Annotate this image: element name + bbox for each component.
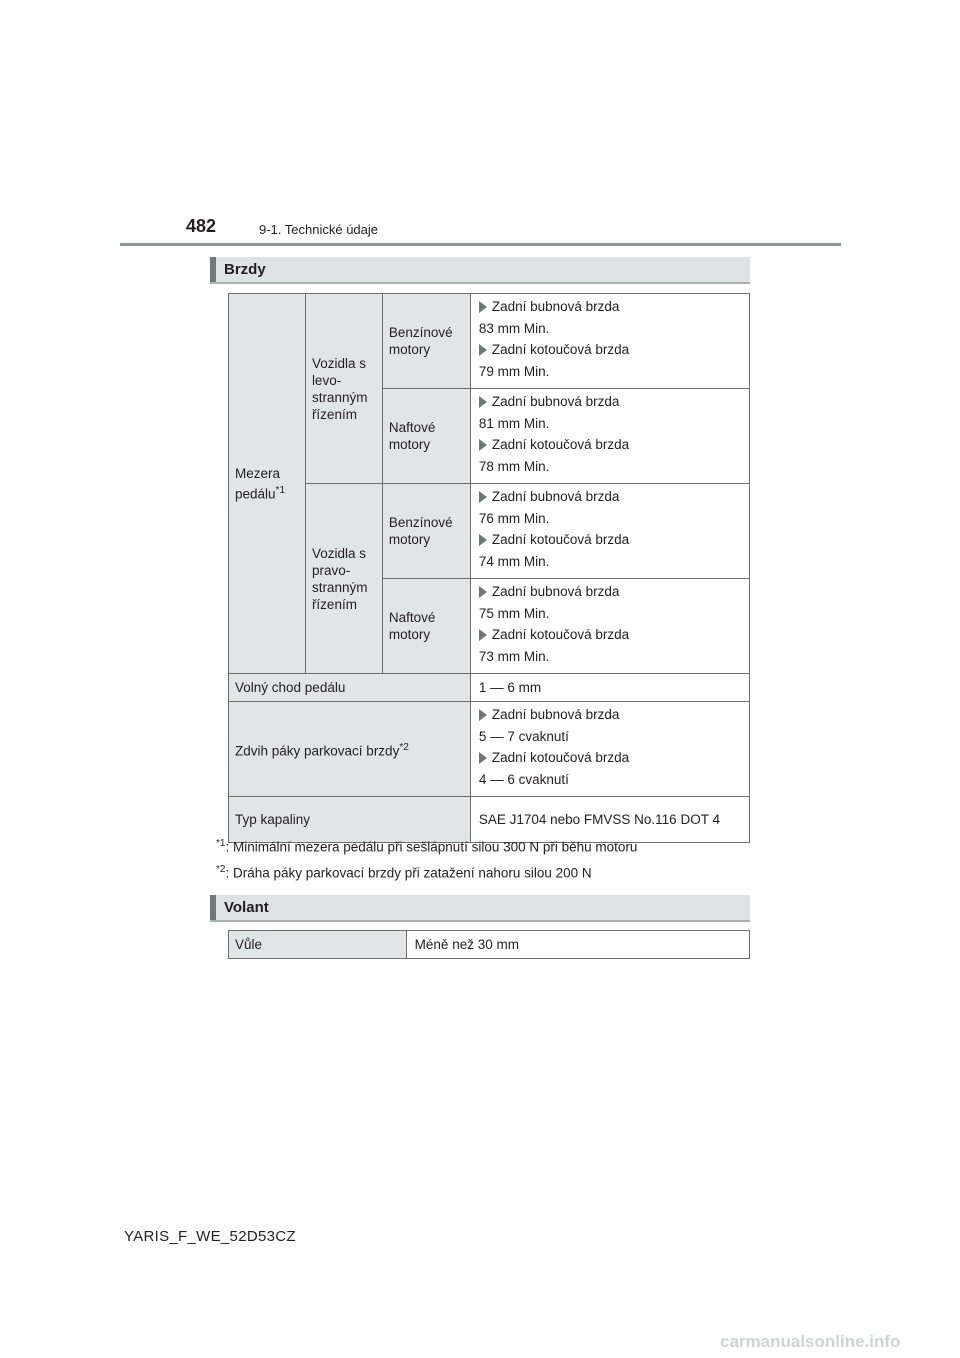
- drum-label: Zadní bubnová brzda: [491, 489, 620, 504]
- disc-label: Zadní kotoučová brzda: [491, 750, 630, 765]
- steering-play-label: Vůle: [229, 931, 407, 959]
- footnote-1: [216, 838, 637, 855]
- free-play-value: 1 — 6 mm: [470, 674, 749, 702]
- lever-travel-text: Zdvih páky parkovací brzdy: [235, 743, 400, 759]
- header-divider: [120, 243, 841, 246]
- rhd-petrol-label: Benzínové motory: [382, 484, 470, 579]
- disc-label: Zadní kotoučová brzda: [491, 437, 630, 452]
- heading-accent-bar: [210, 895, 216, 920]
- drum-label: Zadní bubnová brzda: [491, 707, 620, 722]
- footnote-mark: *1: [275, 484, 285, 496]
- value: 83 mm Min.: [478, 321, 550, 336]
- document-code: YARIS_F_WE_52D53CZ: [124, 1228, 296, 1245]
- value: 74 mm Min.: [478, 554, 550, 569]
- lhd-diesel-values: [470, 389, 749, 484]
- triangle-bullet-icon: [479, 629, 487, 641]
- fluid-label: Typ kapaliny: [229, 797, 471, 843]
- footnote-2: [216, 864, 592, 881]
- rhd-label: Vozidla s pravo-stranným řízením: [305, 484, 382, 674]
- value: 76 mm Min.: [478, 511, 550, 526]
- disc-label: Zadní kotoučová brzda: [491, 342, 630, 357]
- disc-label: Zadní kotoučová brzda: [491, 532, 630, 547]
- triangle-bullet-icon: [479, 586, 487, 598]
- value: 4 — 6 cvaknutí: [478, 772, 569, 787]
- triangle-bullet-icon: [479, 491, 487, 503]
- steering-play-value: Méně než 30 mm: [406, 931, 749, 959]
- page-header: [0, 0, 960, 250]
- list-item: [479, 436, 741, 453]
- section-reference: 9-1. Technické údaje: [259, 222, 379, 237]
- pedal-gap-label: [229, 294, 306, 674]
- triangle-bullet-icon: [479, 344, 487, 356]
- triangle-bullet-icon: [479, 396, 487, 408]
- list-item: [479, 341, 741, 358]
- section-title: Brzdy: [224, 261, 266, 278]
- lever-travel-label: [229, 702, 471, 797]
- section-heading-brakes: [210, 257, 750, 284]
- value: 73 mm Min.: [478, 649, 550, 664]
- list-item: [479, 298, 741, 315]
- value: 81 mm Min.: [478, 416, 550, 431]
- rhd-diesel-values: [470, 579, 749, 674]
- list-item: [479, 488, 741, 505]
- footnote-text: : Dráha páky parkovací brzdy při zatažení nahoru silou 200 N: [225, 865, 592, 881]
- footnote-text: : Minimální mezera pedálu při sešlápnutí silou 300 N při běhu motoru: [225, 839, 638, 855]
- rhd-diesel-label: Naftové motory: [382, 579, 470, 674]
- lhd-petrol-values: [470, 294, 749, 389]
- section-title: Volant: [224, 899, 269, 916]
- lhd-petrol-label: Benzínové motory: [382, 294, 470, 389]
- lhd-label: Vozidla s levo-stranným řízením: [305, 294, 382, 484]
- list-item: [479, 393, 741, 410]
- watermark: carmanualsonline.info: [720, 1332, 901, 1351]
- value: 75 mm Min.: [478, 606, 550, 621]
- brakes-table: [228, 293, 750, 843]
- lever-travel-values: [470, 702, 749, 797]
- footnote-mark: *2: [216, 864, 226, 875]
- fluid-value: SAE J1704 nebo FMVSS No.116 DOT 4: [470, 797, 749, 843]
- value: 78 mm Min.: [478, 459, 550, 474]
- pedal-gap-text: Mezera pedálu: [235, 465, 281, 502]
- free-play-label: Volný chod pedálu: [229, 674, 471, 702]
- heading-accent-bar: [210, 257, 216, 282]
- list-item: [479, 749, 741, 766]
- list-item: [479, 531, 741, 548]
- list-item: [479, 583, 741, 600]
- value: 5 — 7 cvaknutí: [478, 729, 569, 744]
- disc-label: Zadní kotoučová brzda: [491, 627, 630, 642]
- drum-label: Zadní bubnová brzda: [491, 299, 620, 314]
- footnote-mark: *1: [216, 838, 226, 849]
- drum-label: Zadní bubnová brzda: [491, 394, 620, 409]
- page-number: 482: [186, 216, 217, 236]
- triangle-bullet-icon: [479, 301, 487, 313]
- footnote-mark: *2: [399, 741, 409, 753]
- list-item: [479, 626, 741, 643]
- steering-table: [228, 930, 750, 959]
- list-item: [479, 706, 741, 723]
- section-heading-steering: [210, 895, 750, 922]
- triangle-bullet-icon: [479, 752, 487, 764]
- rhd-petrol-values: [470, 484, 749, 579]
- drum-label: Zadní bubnová brzda: [491, 584, 620, 599]
- value: 79 mm Min.: [478, 364, 550, 379]
- lhd-diesel-label: Naftové motory: [382, 389, 470, 484]
- triangle-bullet-icon: [479, 534, 487, 546]
- triangle-bullet-icon: [479, 709, 487, 721]
- triangle-bullet-icon: [479, 439, 487, 451]
